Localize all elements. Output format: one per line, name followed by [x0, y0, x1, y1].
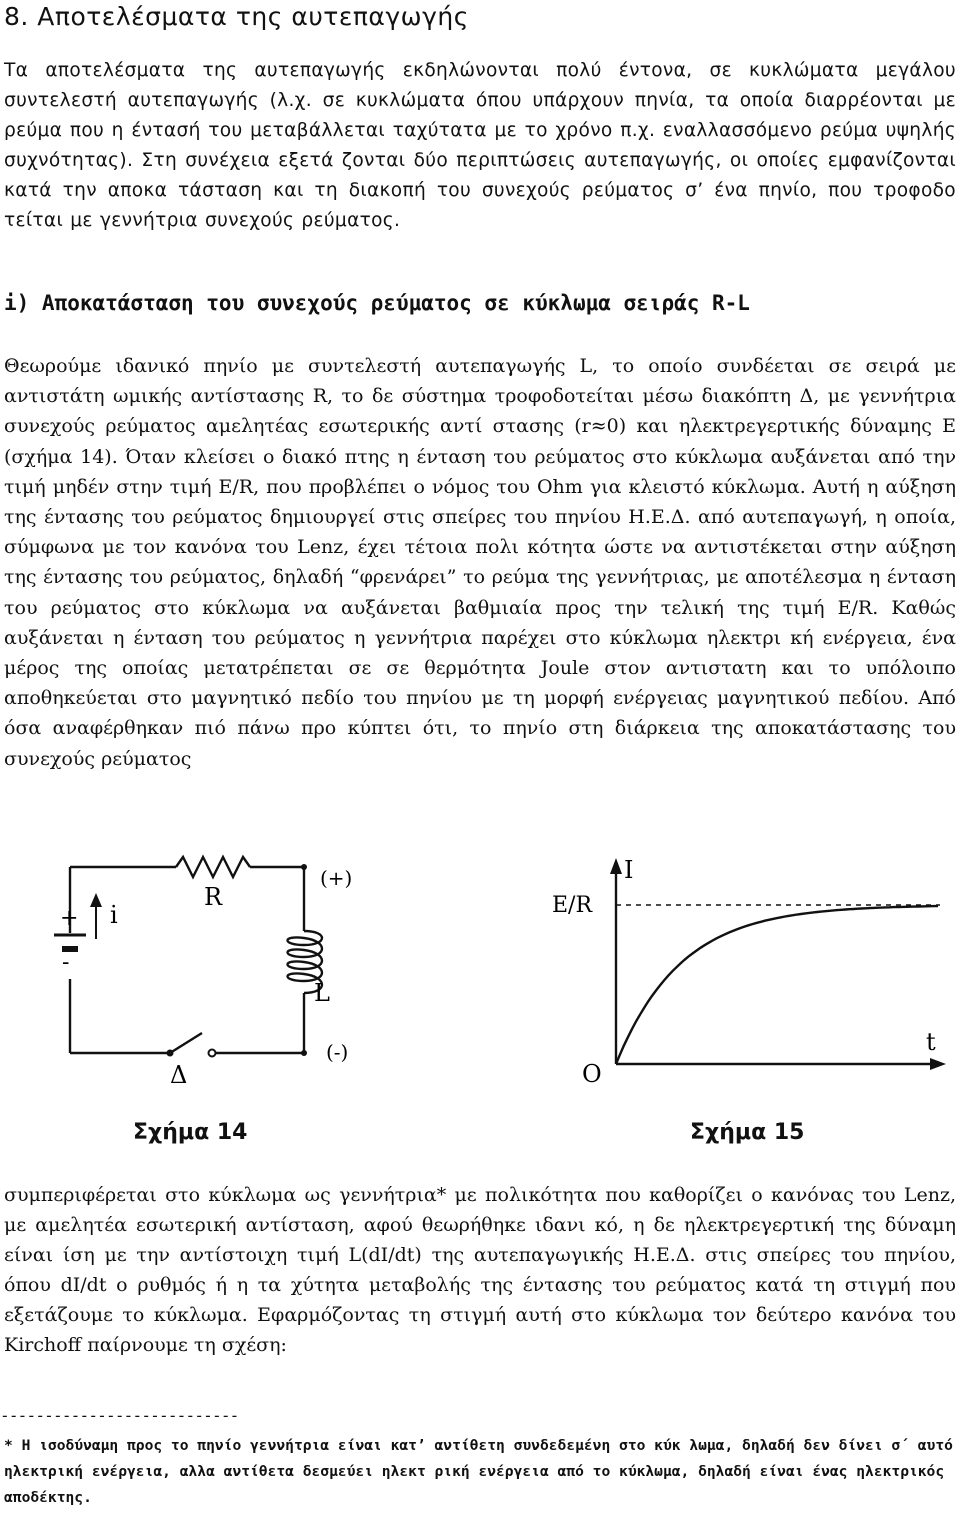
resistor-symbol: [176, 857, 250, 877]
minus-terminal-dot: [301, 1050, 307, 1056]
y-axis-label: I: [624, 856, 634, 884]
switch-pivot: [167, 1050, 174, 1057]
intro-paragraph: Τα αποτελέσματα της αυτεπαγωγής εκδηλώνονται πολύ έντονα, σε κυκλώματα μεγάλου συντελεστή αυτεπαγωγής (λ.χ. σε κυκλώματα όπου υπάρχουν πηνία, τα οποία διαρρέονται με ρεύμα που η έντασή του μεταβάλλεται ταχύτατα με το χρόνο π.χ. εναλλασσόμενο ρεύμα υψηλής συχνότητας). Στη συνέχεια εξετά ζονται δύο περιπτώσεις αυτεπαγωγής, οι οποίες εμφανίζονται κατά την αποκα τάσταση και τη διακοπή του συνεχούς ρεύματος σ’ ένα πηνίο, που τροφοδο τείται με γεννήτρια συνεχούς ρεύματος.: [4, 60, 956, 231]
switch-arm: [170, 1033, 202, 1053]
footnote: * Η ισοδύναμη προς το πηνίο γεννήτρια είναι κατ’ αντίθετη συνδεδεμένη στο κύκ λωμα, δηλαδή δεν δίνει σ΄ αυτό ηλεκτρική ενέργεια, αλλα αντίθετα δεσμεύει ηλεκτ ρική ενέργεια από το κύκλωμα, δηλαδή είναι ένας ηλεκτρικός αποδέκτης.: [4, 1437, 953, 1506]
resistor-label: R: [204, 883, 223, 911]
origin-label: O: [582, 1060, 602, 1088]
battery-minus-label: -: [62, 950, 70, 975]
switch-label: Δ: [170, 1061, 188, 1085]
minus-terminal-label: (-): [326, 1040, 349, 1064]
current-growth-graph: [538, 850, 948, 1095]
rl-circuit-diagram: [52, 845, 397, 1085]
plus-terminal-label: (+): [320, 866, 353, 890]
subsection-title: i) Αποκατάσταση του συνεχούς ρεύματος σε κύκλωμα σειράς R-L: [4, 291, 750, 315]
y-axis-arrow-icon: [610, 858, 622, 874]
current-label: i: [110, 901, 118, 929]
current-curve: [616, 906, 938, 1064]
inductor-label: L: [314, 979, 330, 1007]
figure-15-caption: Σχήμα 15: [690, 1120, 805, 1145]
battery-plus-label: +: [60, 906, 79, 931]
footnote-separator: ---------------------------: [0, 1406, 239, 1425]
plus-terminal-dot: [301, 864, 307, 870]
x-axis-label: t: [926, 1028, 936, 1056]
x-axis-arrow-icon: [930, 1058, 946, 1070]
continuation-paragraph: συμπεριφέρεται στο κύκλωμα ως γεννήτρια* με πολικότητα που καθορίζει ο κανόνας του Lenz, με αμελητέα εσωτερική αντίσταση, αφού θεωρήθηκε ιδανι κό, η δε ηλεκτρεγερτική της δύναμη είναι ίση με την αντίστοιχη τιμή L(dI/dt) της αυτεπαγωγικής Η.Ε.Δ. στις σπείρες του πηνίου, όπου dI/dt ο ρυθμός ή η τα χύτητα μεταβολής της έντασης του ρεύματος κατά τη στιγμή που εξετάζουμε το κύκλωμα. Εφαρμόζοντας τη στιγμή αυτή στο κύκλωμα τον δεύτερο κανόνα του Kirchoff παίρνουμε τη σχέση:: [4, 1184, 956, 1356]
current-arrow-icon: [90, 893, 102, 907]
section-title: 8. Αποτελέσματα της αυτεπαγωγής: [4, 2, 469, 31]
switch-contact: [209, 1050, 216, 1057]
asymptote-label: E/R: [552, 893, 593, 918]
subsection-body-paragraph: Θεωρούμε ιδανικό πηνίο με συντελεστή αυτεπαγωγής L, το οποίο συνδέεται σε σειρά με αντιστάτη ωμικής αντίστασης R, το δε σύστημα τροφοδοτείται μέσω διακόπτη Δ, με γεννήτρια συνεχούς ρεύματος αμελητέας εσωτερικής αντί στασης (r≈0) και ηλεκτρεγερτικής δύναμης E (σχήμα 14). Όταν κλείσει ο διακό πτης η ένταση του ρεύματος στο κύκλωμα αυξάνεται από την τιμή μηδέν στην τιμή E/R, που προβλέπει ο νόμος του Ohm για κλειστό κύκλωμα. Αυτή η αύξηση της έντασης του ρεύματος δημιουργεί στις σπείρες του πηνίου Η.Ε.Δ. από αυτεπαγωγή, η οποία, σύμφωνα με τον κανόνα του Lenz, έχει τέτοια πολι κότητα ώστε να αντιστέκεται στην αύξηση της έντασης του ρεύματος, δηλαδή “φρενάρει” το ρεύμα της γεννήτριας, με αποτέλεσμα η ένταση του ρεύματος στο κύκλωμα να αυξάνεται βαθμιαία προς την τελική της τιμή E/R. Καθώς αυξάνεται η ένταση του ρεύματος η γεννήτρια παρέχει στο κύκλωμα ηλεκτρι κή ενέργεια, ένα μέρος της οποίας μετατρέπεται σε σε θερμότητα Joule στον αντιστατη και το υπόλοιπο αποθηκεύεται στο μαγνητικό πεδίο του πηνίου με τη μορφή ενέργειας μαγνητικού πεδίου. Από όσα αναφέρθηκαν πιό πάνω προ κύπτει ότι, το πηνίο στη διάρκεια της αποκατάστασης του συνεχούς ρεύματος: [4, 355, 956, 770]
figure-14-caption: Σχήμα 14: [133, 1120, 248, 1145]
